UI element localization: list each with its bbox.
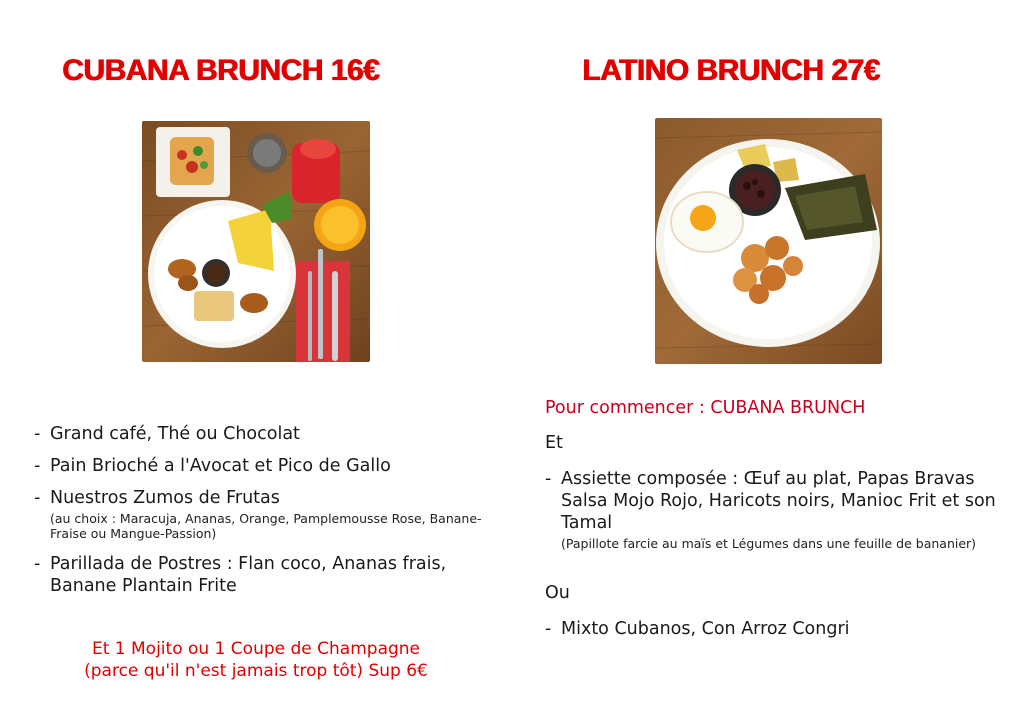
- mojito-offer: [0, 638, 512, 682]
- list-item-note: (au choix : Maracuja, Ananas, Orange, Pamplemousse Rose, Banane-Fraise ou Mangue-Passion): [50, 511, 482, 541]
- list-item-text: Nuestros Zumos de Frutas: [50, 488, 280, 508]
- list-item-text: Pain Brioché a l'Avocat et Pico de Gallo: [50, 456, 391, 476]
- list-item: - Assiette composée : Œuf au plat, Papas Bravas Salsa Mojo Rojo, Haricots noirs, Manioc Frit et son Tamal (Papillote farcie au maïs et Légumes dans une feuille de bananier): [545, 468, 1015, 551]
- list-item: - Pain Brioché a l'Avocat et Pico de Gallo: [34, 456, 391, 476]
- latino-menu-list-2: [545, 618, 1015, 650]
- list-item: - Parillada de Postres : Flan coco, Ananas frais, Banane Plantain Frite: [34, 554, 447, 596]
- latino-brunch-photo: [655, 118, 882, 364]
- latino-title: LATINO BRUNCH 27€: [582, 54, 880, 87]
- list-item: - Mixto Cubanos, Con Arroz Congri: [545, 619, 850, 639]
- latino-or: Ou: [545, 583, 570, 603]
- offer-line-1: Et 1 Mojito ou 1 Coupe de Champagne: [91, 639, 421, 659]
- latino-menu-list: [545, 468, 1015, 561]
- cubana-title: CUBANA BRUNCH 16€: [62, 54, 380, 87]
- list-item-text: Grand café, Thé ou Chocolat: [50, 424, 300, 444]
- list-item: - Grand café, Thé ou Chocolat: [34, 424, 300, 444]
- list-item: - Nuestros Zumos de Frutas (au choix : Maracuja, Ananas, Orange, Pamplemousse Rose, Banane-Fraise ou Mangue-Passion): [34, 487, 504, 541]
- latino-and: Et: [545, 433, 563, 453]
- list-item-text: Mixto Cubanos, Con Arroz Congri: [561, 619, 850, 639]
- list-item-note: (Papillote farcie au maïs et Légumes dans une feuille de bananier): [561, 536, 977, 551]
- list-item-text: Assiette composée : Œuf au plat, Papas Bravas Salsa Mojo Rojo, Haricots noirs, Manioc Frit et son Tamal: [561, 469, 996, 533]
- latino-intro: Pour commencer : CUBANA BRUNCH: [545, 398, 866, 418]
- cubana-brunch-photo: [142, 121, 370, 362]
- list-item-text: Parillada de Postres : Flan coco, Ananas frais, Banane Plantain Frite: [50, 554, 447, 596]
- cubana-menu-list: [34, 423, 504, 607]
- offer-line-2: (parce qu'il n'est jamais trop tôt) Sup 6€: [84, 661, 428, 681]
